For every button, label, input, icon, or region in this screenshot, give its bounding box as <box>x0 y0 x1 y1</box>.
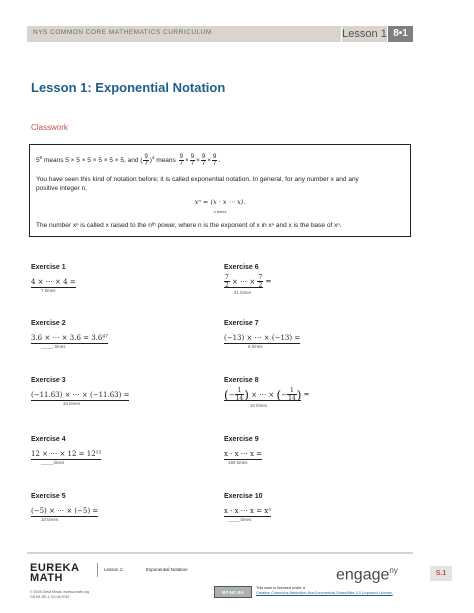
engage-sup: ny <box>389 566 398 575</box>
exercise-heading: Exercise 9 <box>224 436 259 443</box>
exercise-heading: Exercise 10 <box>224 493 263 500</box>
exercise-heading: Exercise 3 <box>31 377 66 384</box>
exercise-7 <box>224 320 394 349</box>
exercise-heading: Exercise 4 <box>31 436 66 443</box>
exercise-expression <box>31 506 201 516</box>
copyright <box>30 590 89 600</box>
frac-1 <box>179 154 184 167</box>
times-label: 21 times <box>234 290 252 295</box>
frac-3 <box>201 154 206 167</box>
definition-line-3: positive integer n, <box>36 185 87 192</box>
frac-num: 7 <box>258 274 263 281</box>
expression-underlined: (− $\frac{1}{14}$ ) × ⋯ × (− $\frac{1}{14}$ ) <box>224 387 302 402</box>
exercise-expression <box>224 387 394 402</box>
times-label: 6 times <box>248 344 263 349</box>
header-lesson: Lesson 1 <box>342 28 387 40</box>
section-heading: Classwork <box>31 123 68 132</box>
expression-underlined <box>224 274 263 289</box>
logo-line-2: MATH <box>30 572 63 584</box>
frac-den: 7 <box>144 160 148 167</box>
frac-4 <box>212 154 217 167</box>
license-link[interactable]: Creative Commons Attribution-NonCommercial-ShareAlike 3.0 Unported License. <box>256 591 393 595</box>
definition-box <box>29 144 411 237</box>
frac-den: 7 <box>201 160 206 167</box>
frac-num: 1 <box>287 387 297 395</box>
frac-num: 9 <box>190 153 195 160</box>
paren-open: ( <box>276 387 282 402</box>
exercise-expression <box>224 274 394 289</box>
times-label: _____times <box>228 517 252 522</box>
frac-num: 1 <box>235 387 245 395</box>
paren-open: ( <box>140 157 143 165</box>
times-label: 34 times <box>63 401 81 406</box>
exercise-heading: Exercise 2 <box>31 320 66 327</box>
times-label: 10 times <box>250 403 268 408</box>
exercise-1 <box>31 264 201 293</box>
expression-text: x · x ⋯ x = xⁿ <box>224 507 272 515</box>
frac-den: 14 <box>235 395 244 402</box>
frac-2 <box>190 154 195 167</box>
definition-line-1: $5^6$ means 5 × 5 × 5 × 5 × 5 × 5, and ( $\frac{9}{7}$ )$^4$ means $\frac{9}{7}$ × $\frac{9}{7}$ × $\frac{9}{7}$ × $\frac{9}{7}$ . <box>36 153 221 167</box>
frac-den: 2 <box>258 282 263 289</box>
expression-text: 4 × ⋯ × 4 = <box>31 278 76 286</box>
page-number: S.1 <box>430 566 452 581</box>
definition-line-4: The number xⁿ is called x raised to the nᵗʰ power, where n is the exponent of x in xⁿ and x is the base of xⁿ. <box>36 222 342 229</box>
exercise-expression <box>31 277 201 287</box>
frac-den: 7 <box>213 160 217 167</box>
expression-text: (−13) × ⋯ × (−13) = <box>224 334 301 342</box>
exercise-expression <box>224 449 394 459</box>
exercise-9 <box>224 436 394 465</box>
paren-open: ( <box>224 387 229 402</box>
expression-text: 3.6 × ⋯ × 3.6 = 3.6⁴⁷ <box>31 334 108 342</box>
base-five: 5 <box>36 157 40 165</box>
definition-text-1: means 5 × 5 × 5 × 5 × 5 × 5, and <box>42 157 141 165</box>
frac-num: 9 <box>144 153 148 160</box>
definition-text-2: means <box>154 157 178 165</box>
license-notice <box>256 586 393 596</box>
exercise-3 <box>31 377 201 406</box>
page-title: Lesson 1: Exponential Notation <box>31 80 226 95</box>
footer-divider <box>97 563 98 577</box>
footer-lesson: Lesson 1: <box>104 567 124 572</box>
license-text: This work is licensed under a <box>256 586 305 590</box>
expression-text: x · x ⋯ x = <box>224 450 263 458</box>
frac-num: 9 <box>201 153 206 160</box>
footer-rule <box>27 552 413 554</box>
exercise-heading: Exercise 5 <box>31 493 66 500</box>
page-header <box>27 26 413 42</box>
exercise-heading: Exercise 1 <box>31 264 66 271</box>
engageny-logo <box>336 566 398 584</box>
exercise-expression <box>31 449 201 459</box>
exercise-expression <box>31 390 201 400</box>
exercise-5 <box>31 493 201 522</box>
paren-close: ) <box>244 387 249 402</box>
exercise-expression <box>224 333 394 343</box>
exercise-heading: Exercise 8 <box>224 377 259 384</box>
expression-mid: × ⋯ × <box>229 277 258 286</box>
engage-text: engage <box>336 566 390 584</box>
creative-commons-badge: BY-NC-SA <box>214 586 252 598</box>
exercise-expression <box>31 333 201 343</box>
formula-brace-label: n times <box>213 209 227 214</box>
exercise-2 <box>31 320 201 349</box>
times-label: 10 times <box>41 517 59 522</box>
exponent-four: 4 <box>151 155 155 160</box>
definition-line-2: You have seen this kind of notation before; it is called exponential notation. In general, for any number x and any <box>36 176 359 183</box>
times-label: _____ times <box>41 344 66 349</box>
nine-sevenths <box>143 154 148 167</box>
header-bar <box>27 26 341 42</box>
expression-end: = <box>301 390 310 399</box>
copyright-text: © 2015 Great Minds. eureka-math.org <box>30 590 89 594</box>
frac-num: 7 <box>225 274 229 281</box>
logo-line-1: EUREKA <box>30 562 80 574</box>
exercise-heading: Exercise 7 <box>224 320 259 327</box>
expression-end: = <box>263 277 272 286</box>
grade-module-badge: 8•1 <box>388 26 413 42</box>
document-code: G8-M1-SE-1.3.0-06.2015 <box>30 595 70 599</box>
expression-mid: × ⋯ × <box>248 390 277 399</box>
exercise-6 <box>224 264 394 295</box>
frac-den: 2 <box>225 282 229 289</box>
expression-text: 12 × ⋯ × 12 = 12¹⁵ <box>31 450 102 458</box>
exercise-heading: Exercise 6 <box>224 264 259 271</box>
eureka-math-logo <box>30 563 79 583</box>
frac-num: 9 <box>179 153 183 160</box>
footer-topic: Exponential Notation <box>146 567 188 572</box>
exercise-10 <box>224 493 394 522</box>
one-fourteenth <box>235 387 245 402</box>
times-label: 7 times <box>41 288 56 293</box>
frac-den: 7 <box>190 160 195 167</box>
exponent-six: 6 <box>39 155 43 160</box>
times-label: 185 times <box>228 460 248 465</box>
exercise-8 <box>224 377 394 408</box>
expression-text: (−11.63) × ⋯ × (−11.63) = <box>31 391 130 399</box>
times-label: _____times <box>41 460 65 465</box>
frac-den: 7 <box>179 160 183 167</box>
exercise-4 <box>31 436 201 465</box>
one-fourteenth <box>287 387 297 402</box>
expression-text: (−5) × ⋯ × (−5) = <box>31 507 99 515</box>
exercise-expression <box>224 506 394 516</box>
curriculum-title: NYS COMMON CORE MATHEMATICS CURRICULUM <box>33 29 212 36</box>
frac-num: 9 <box>213 153 217 160</box>
frac-den: 14 <box>288 395 296 402</box>
general-formula: xⁿ = (x · x ⋯ x). <box>194 198 246 206</box>
paren-close: ) <box>296 387 302 402</box>
paren-close: ) <box>149 157 152 165</box>
